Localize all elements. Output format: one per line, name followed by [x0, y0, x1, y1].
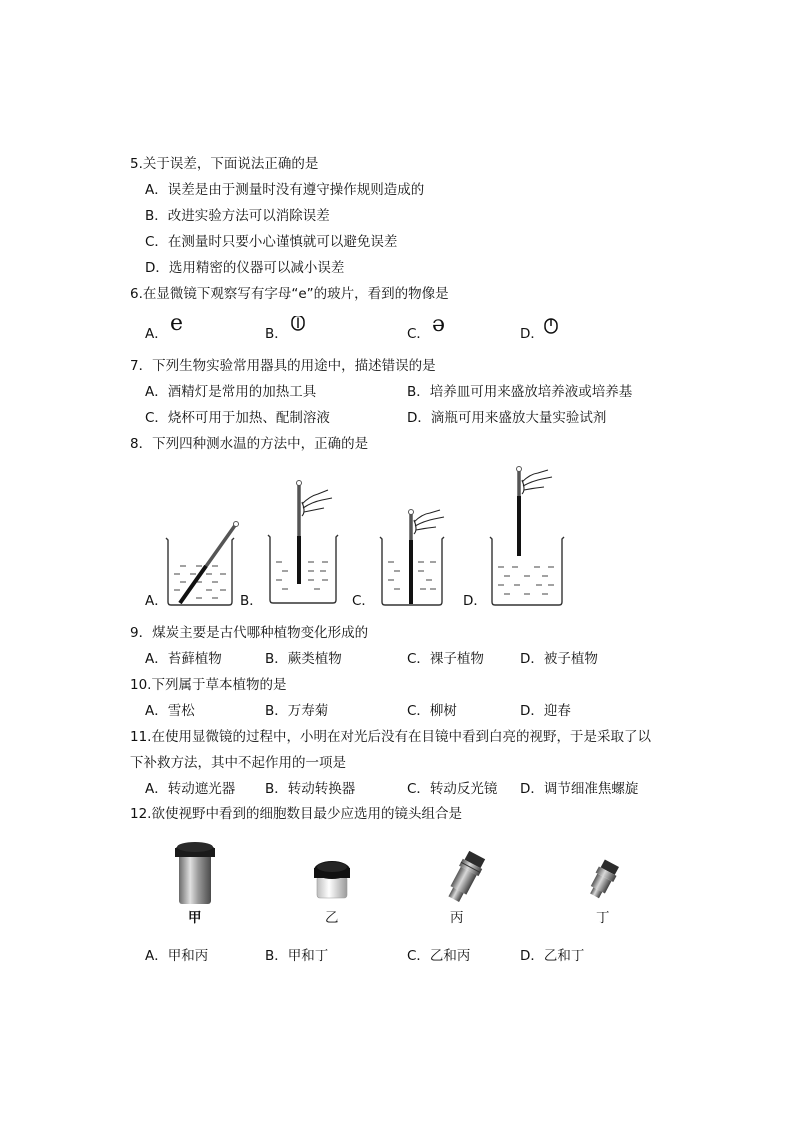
- q11-stem-line2: 下补救方法，其中不起作用的一项是: [130, 755, 346, 771]
- q8-label-a: A．: [145, 593, 168, 609]
- q8-label-b: B．: [240, 593, 263, 609]
- q10-option-d: D．迎春: [520, 703, 571, 719]
- q6-stem: 6.在显微镜下观察写有字母“e”的玻片，看到的物像是: [130, 286, 449, 302]
- q12-stem: 12.欲使视野中看到的细胞数目最少应选用的镜头组合是: [130, 806, 462, 822]
- q6-option-a-image: e: [170, 311, 184, 336]
- q11-option-a: A．转动遮光器: [145, 781, 236, 797]
- q5-stem: 5.关于误差，下面说法正确的是: [130, 156, 319, 172]
- q12-option-d: D．乙和丁: [520, 948, 585, 964]
- q7-option-c: C．烧杯可用于加热、配制溶液: [145, 410, 330, 426]
- q12-lens-bing-label: 丙: [450, 910, 464, 926]
- q8-label-d: D．: [463, 593, 487, 609]
- q10-option-a: A．雪松: [145, 703, 195, 719]
- q7-option-a: A．酒精灯是常用的加热工具: [145, 384, 317, 400]
- q8-option-c-image: [374, 500, 454, 610]
- q8-label-c: C．: [352, 593, 375, 609]
- q9-option-b: B．蕨类植物: [265, 651, 342, 667]
- q9-option-a: A．苔藓植物: [145, 651, 222, 667]
- q12-lens-yi-label: 乙: [325, 910, 339, 926]
- q12-lens-jia-image: [170, 840, 220, 906]
- q12-lens-yi-image: [310, 856, 354, 902]
- q12-lens-jia-label: 甲: [188, 910, 202, 926]
- q6-option-d-image: [541, 316, 561, 336]
- q10-stem: 10.下列属于草本植物的是: [130, 677, 287, 693]
- q11-option-b: B．转动转换器: [265, 781, 356, 797]
- q8-option-d-image: [484, 466, 574, 610]
- q6-option-b-image: [288, 316, 308, 336]
- q9-option-d: D．被子植物: [520, 651, 598, 667]
- q8-option-a-image: [160, 518, 240, 610]
- q6-label-d: D．: [520, 326, 544, 342]
- q11-option-d: D．调节细准焦螺旋: [520, 781, 639, 797]
- q7-option-b: B．培养皿可用来盛放培养液或培养基: [407, 384, 633, 400]
- q6-label-b: B．: [265, 326, 288, 342]
- q6-label-c: C．: [407, 326, 430, 342]
- q5-option-a: A．误差是由于测量时没有遵守操作规则造成的: [145, 182, 425, 198]
- q5-option-b: B．改进实验方法可以消除误差: [145, 208, 330, 224]
- q5-option-c: C．在测量时只要小心谨慎就可以避免误差: [145, 234, 398, 250]
- q9-option-c: C．裸子植物: [407, 651, 484, 667]
- q8-option-b-image: [262, 478, 347, 608]
- q12-option-c: C．乙和丙: [407, 948, 471, 964]
- q12-lens-ding-label: 丁: [596, 910, 610, 926]
- q9-stem: 9．煤炭主要是古代哪种植物变化形成的: [130, 625, 369, 641]
- q8-stem: 8．下列四种测水温的方法中，正确的是: [130, 436, 369, 452]
- q7-option-d: D．滴瓶可用来盛放大量实验试剂: [407, 410, 607, 426]
- q6-label-a: A．: [145, 326, 168, 342]
- q12-option-a: A．甲和丙: [145, 948, 209, 964]
- q12-lens-ding-image: [583, 858, 623, 902]
- q5-option-d: D．选用精密的仪器可以减小误差: [145, 260, 345, 276]
- q11-stem-line1: 11.在使用显微镜的过程中，小明在对光后没有在目镜中看到白亮的视野，于是采取了以: [130, 729, 651, 745]
- q10-option-b: B．万寿菊: [265, 703, 329, 719]
- q7-stem: 7．下列生物实验常用器具的用途中，描述错误的是: [130, 358, 436, 374]
- q6-option-c-image: ə: [432, 312, 446, 337]
- q12-option-b: B．甲和丁: [265, 948, 329, 964]
- q11-option-c: C．转动反光镜: [407, 781, 498, 797]
- q12-lens-bing-image: [440, 850, 490, 906]
- q10-option-c: C．柳树: [407, 703, 457, 719]
